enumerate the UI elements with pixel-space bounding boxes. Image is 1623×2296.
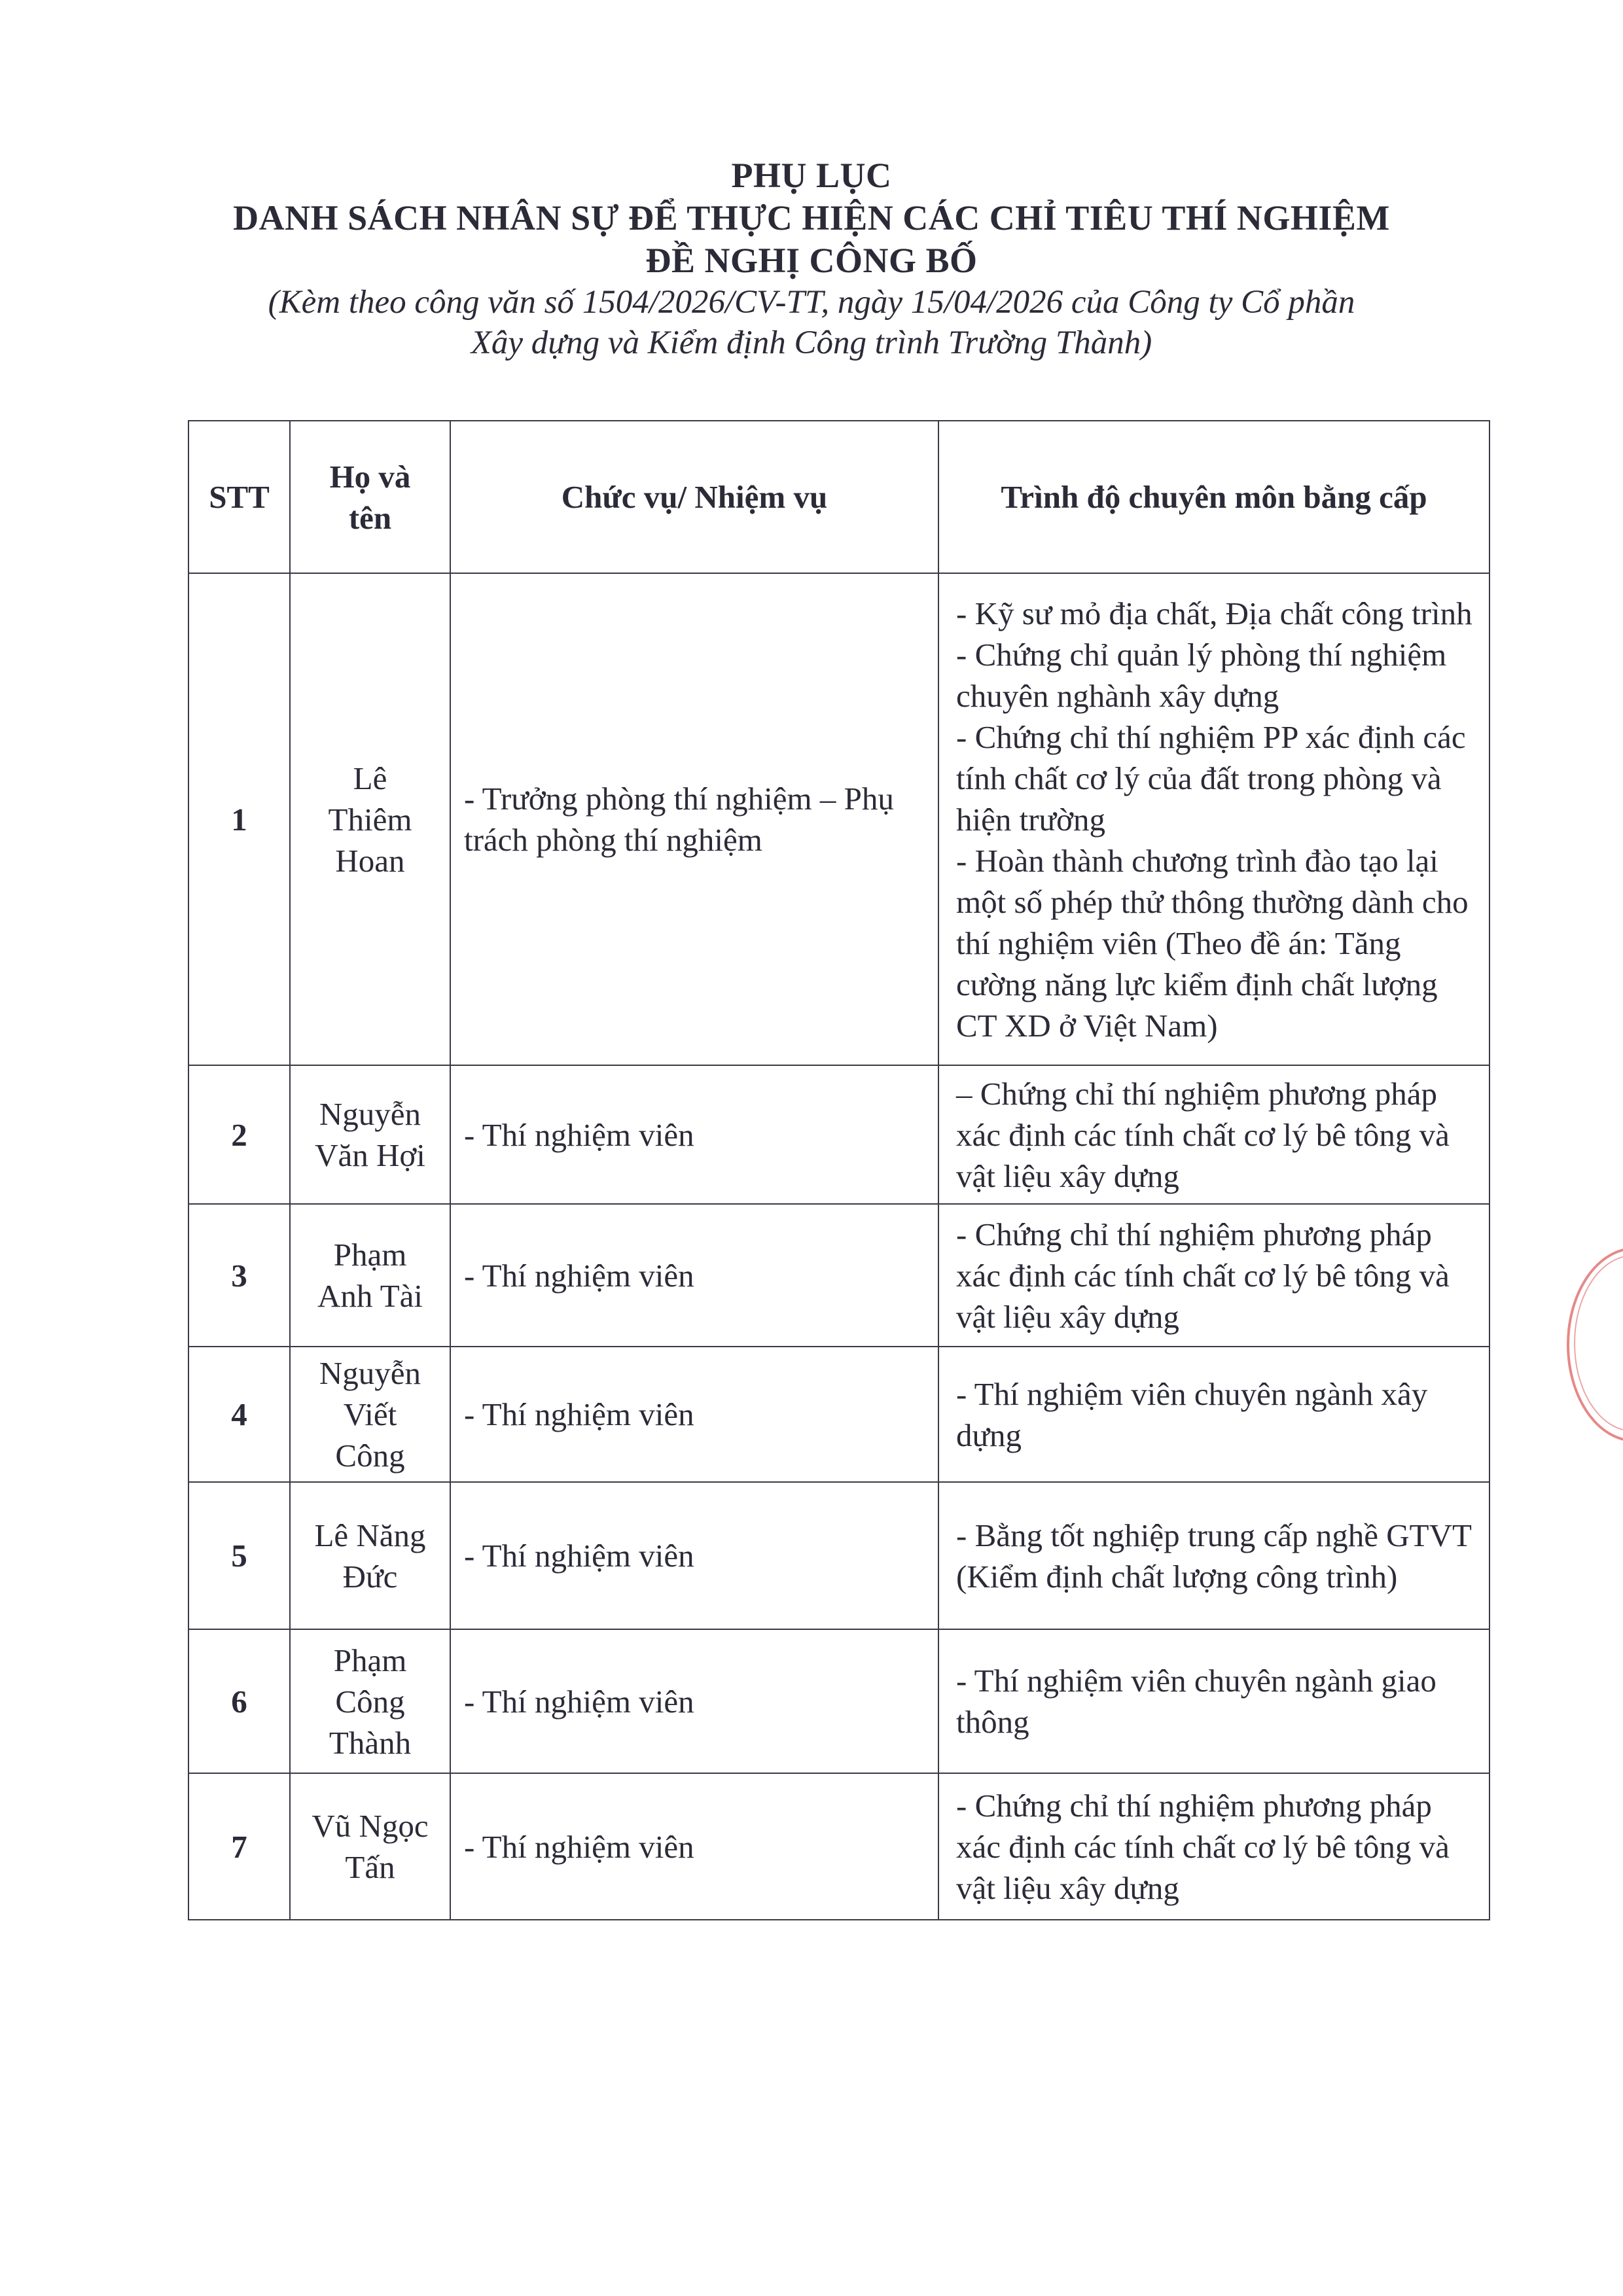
row-name-line: Phạm: [333, 1642, 407, 1678]
row-stt: 2: [188, 1065, 290, 1204]
row-name-line: Công: [335, 1683, 405, 1720]
table-row: [188, 1629, 1489, 1773]
row-stt: 5: [188, 1482, 290, 1629]
row-stt: 3: [188, 1204, 290, 1347]
table-row: [188, 1773, 1489, 1920]
reference-line-continued: Xây dựng và Kiểm định Công trình Trường Thành): [471, 325, 1152, 361]
reference-line: (Kèm theo công văn số 1504/2026/CV-TT, ngày 15/04/2026 của Công ty Cổ phần: [268, 284, 1355, 321]
row-full-name: [290, 1204, 450, 1347]
qualification-item: - Chứng chỉ thí nghiệm phương pháp xác định các tính chất cơ lý bê tông và vật liệu xây dựng: [956, 1216, 1450, 1335]
row-name-line: Anh Tài: [317, 1278, 423, 1314]
column-header-qualification: Trình độ chuyên môn bằng cấp: [938, 421, 1489, 573]
row-name-line: Lê: [353, 760, 387, 796]
table-row: [188, 1347, 1489, 1482]
table-row: [188, 1482, 1489, 1629]
row-name-line: Đức: [342, 1558, 398, 1595]
row-role: - Thí nghiệm viên: [450, 1482, 938, 1629]
row-name-line: Tấn: [345, 1849, 395, 1885]
qualification-item: - Chứng chỉ thí nghiệm PP xác định các tính chất cơ lý của đất trong phòng và hiện trường: [956, 718, 1466, 838]
table-row: [188, 1065, 1489, 1204]
qualification-item: - Bằng tốt nghiệp trung cấp nghề GTVT (Kiểm định chất lượng công trình): [956, 1517, 1472, 1595]
column-header-name-line1: Họ và: [329, 458, 411, 495]
row-qualification: [938, 1065, 1489, 1204]
row-name-line: Viết: [343, 1396, 397, 1432]
appendix-title: PHỤ LỤC: [731, 156, 892, 195]
row-qualification: [938, 573, 1489, 1065]
table-body: [188, 573, 1489, 1920]
row-full-name: [290, 573, 450, 1065]
table-row: [188, 1204, 1489, 1347]
qualification-item: - Kỹ sư mỏ địa chất, Địa chất công trình: [956, 595, 1472, 631]
row-role: - Thí nghiệm viên: [450, 1773, 938, 1920]
column-header-name: [290, 421, 450, 573]
row-name-line: Vũ Ngọc: [312, 1808, 429, 1844]
row-name-line: Phạm: [333, 1237, 407, 1273]
row-qualification: [938, 1482, 1489, 1629]
row-name-line: Hoan: [335, 842, 405, 879]
list-title: DANH SÁCH NHÂN SỰ ĐỂ THỰC HIỆN CÁC CHỈ TIÊU THÍ NGHIỆM: [233, 198, 1390, 238]
row-stt: 6: [188, 1629, 290, 1773]
row-role: - Thí nghiệm viên: [450, 1347, 938, 1482]
personnel-table: [188, 420, 1490, 1920]
row-full-name: [290, 1629, 450, 1773]
column-header-name-line2: tên: [348, 499, 392, 536]
row-name-line: Văn Hợi: [315, 1137, 425, 1173]
row-qualification: [938, 1347, 1489, 1482]
table-row: [188, 573, 1489, 1065]
row-role: - Thí nghiệm viên: [450, 1065, 938, 1204]
row-role: - Trưởng phòng thí nghiệm – Phụ trách phòng thí nghiệm: [450, 573, 938, 1065]
row-full-name: [290, 1065, 450, 1204]
row-name-line: Nguyễn: [319, 1355, 421, 1391]
row-name-line: Công: [335, 1438, 405, 1474]
column-header-role: Chức vụ/ Nhiệm vụ: [450, 421, 938, 573]
row-stt: 4: [188, 1347, 290, 1482]
row-role: - Thí nghiệm viên: [450, 1204, 938, 1347]
row-full-name: [290, 1482, 450, 1629]
row-role: - Thí nghiệm viên: [450, 1629, 938, 1773]
column-header-stt: STT: [188, 421, 290, 573]
row-stt: 7: [188, 1773, 290, 1920]
row-qualification: [938, 1629, 1489, 1773]
qualification-item: - Chứng chỉ quản lý phòng thí nghiệm chuyên nghành xây dựng: [956, 636, 1447, 714]
qualification-item: - Chứng chỉ thí nghiệm phương pháp xác định các tính chất cơ lý bê tông và vật liệu xây dựng: [956, 1787, 1450, 1906]
table-header-row: [188, 421, 1489, 573]
row-qualification: [938, 1204, 1489, 1347]
qualification-item: - Hoàn thành chương trình đào tạo lại một số phép thử thông thường dành cho thí nghiệm viên (Theo đề án: Tăng cường năng lực kiểm định chất lượng CT XD ở Việt Nam): [956, 842, 1469, 1044]
row-name-line: Thiêm: [328, 801, 412, 838]
document-header: [0, 154, 1623, 363]
row-name-line: Lê Năng: [314, 1517, 426, 1553]
qualification-item: - Thí nghiệm viên chuyên ngành giao thông: [956, 1663, 1436, 1740]
row-name-line: Nguyễn: [319, 1096, 421, 1132]
qualification-item: - Thí nghiệm viên chuyên ngành xây dựng: [956, 1375, 1428, 1453]
row-qualification: [938, 1773, 1489, 1920]
row-name-line: Thành: [329, 1724, 412, 1761]
row-full-name: [290, 1773, 450, 1920]
qualification-item: – Chứng chỉ thí nghiệm phương pháp xác định các tính chất cơ lý bê tông và vật liệu xây dựng: [956, 1075, 1450, 1194]
row-stt: 1: [188, 573, 290, 1065]
list-title-continued: ĐỀ NGHỊ CÔNG BỐ: [645, 241, 978, 280]
row-full-name: [290, 1347, 450, 1482]
